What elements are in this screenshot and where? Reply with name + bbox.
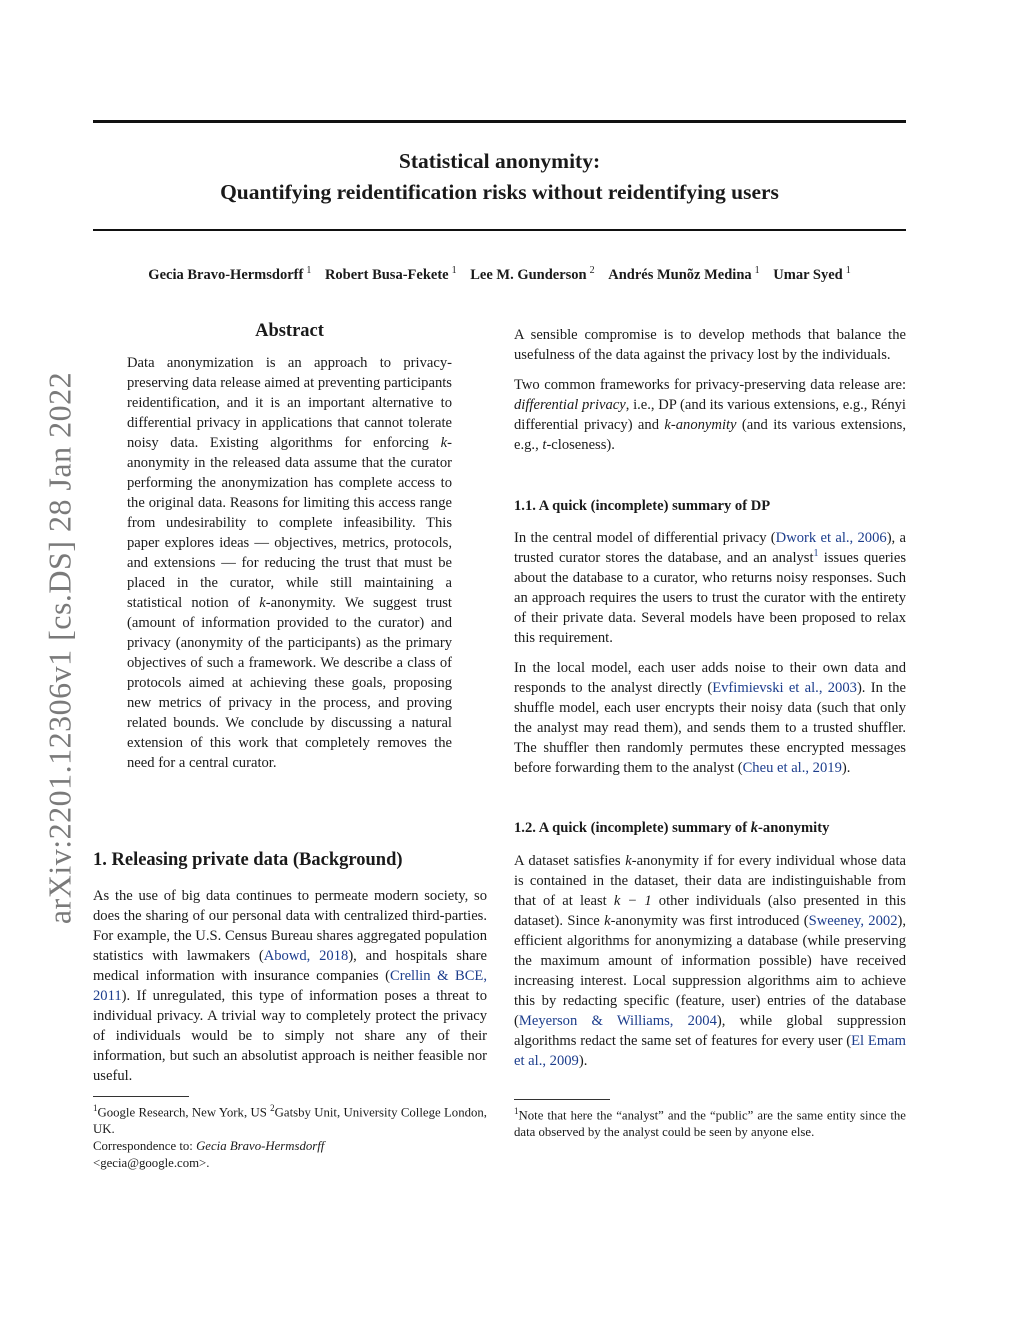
author-affiliation: 1	[451, 265, 457, 276]
author	[325, 267, 457, 283]
email-link[interactable]: <gecia@google.com>.	[93, 1156, 210, 1171]
author-name: Gecia Bravo-Hermsdorff	[148, 266, 304, 283]
author-name: Umar Syed	[773, 266, 843, 283]
math-k: k	[750, 820, 759, 836]
author-affiliation: 2	[589, 265, 595, 276]
author	[470, 267, 594, 283]
subsection-1-1-body	[514, 528, 906, 778]
citation-link[interactable]: El Emam et al., 2009	[514, 1033, 906, 1069]
section-1-body	[93, 886, 487, 1086]
arxiv-watermark[interactable]: arXiv:2201.12306v1 [cs.DS] 28 Jan 2022	[41, 371, 78, 925]
paragraph: In the central model of differential privacy (Dwork et al., 2006), a trusted curator stores the database, and an analyst$^1$ issues queries about the database to a curator, who returns noisy responses. Such an approach requires the users to trust the curator with the entirety of their private data. Several models have been proposed to relax this requirement.	[514, 530, 906, 646]
author-name: Robert Busa-Fekete	[324, 266, 449, 283]
title-line-1: Statistical anonymity:	[398, 149, 601, 173]
math-k: k	[604, 913, 611, 929]
author	[608, 267, 759, 283]
paragraph: A sensible compromise is to develop methods that balance the usefulness of the data against the privacy lost by the individuals.	[514, 327, 906, 363]
title-top-rule	[93, 120, 906, 123]
author-affiliation: 1	[306, 265, 312, 276]
author	[148, 267, 311, 283]
footnote-mark: 1	[93, 1103, 98, 1113]
abstract-paragraph: Data anonymization is an approach to privacy-preserving data release aimed at preventing participants reidentification, and it is an important alternative to differential privacy in applications that cannot tolerate noisy data. Existing algorithms for enforcing k-anonymity in the released data assume that the curator performing the anonymization has complete access to the original data. Reasons for limiting this access range from undesirability to complete infeasibility. This paper explores ideas — objectives, metrics, protocols, and extensions — for reducing the trust that must be placed in the curator, while still maintaining a statistical notion of k-anonymity. We suggest trust (amount of information provided to the curator) and privacy (anonymity of the participants) as the primary objectives of such a framework. We describe a class of protocols aimed at achieving these goals, proposing new metrics of privacy in the process, and proving related bounds. We conclude by discussing a natural extension of this work that completely removes the need for a central curator.	[127, 355, 452, 771]
corresponding-author: Gecia Bravo-Hermsdorff	[196, 1139, 325, 1154]
intro-continued	[514, 325, 906, 455]
subsection-1-2-heading: 1.2. A quick (incomplete) summary of k-anonymity	[514, 820, 830, 836]
footnote-mark: 1	[514, 1106, 519, 1116]
title-line-2: Quantifying reidentification risks without reidentifying users	[220, 180, 779, 204]
citation-link[interactable]: Cheu et al., 2019	[742, 760, 842, 776]
footnote-mark[interactable]: 1	[813, 548, 819, 560]
footnote-rule-left	[93, 1096, 189, 1097]
paper-title	[93, 146, 906, 208]
title-bottom-rule	[93, 229, 906, 231]
paragraph: A dataset satisfies k-anonymity if for every individual whose data is contained in the dataset, their data are indistinguishable from that of at least k − 1 other individuals (also presented in this dataset). Since k-anonymity was first introduced (Sweeney, 2002), efficient algorithms for anonymizing a database (while preserving the maximum amount of information possible) have received increasing interest. Local suppression algorithms aim to achieve this by redacting specific (feature, user) entries of the database (Meyerson & Williams, 2004), while global suppression algorithms redact the same set of features for every user (El Emam et al., 2009).	[514, 853, 907, 1069]
author-affiliation: 1	[754, 265, 760, 276]
citation-link[interactable]: Sweeney, 2002	[808, 913, 898, 929]
math-k: k	[259, 595, 266, 611]
citation-link[interactable]: Dwork et al., 2006	[775, 530, 887, 546]
analyst-footnote: $^1$Note that here the “analyst” and the “public” are the same entity since the data observed by the analyst could be seen by anyone else.	[514, 1106, 906, 1140]
section-1-paragraph: As the use of big data continues to permeate modern society, so does the sharing of our personal data with centralized third-parties. For example, the U.S. Census Bureau shares aggregated population statistics with lawmakers (Abowd, 2018), and hospitals share medical information with insurance companies (Crellin & BCE, 2011). If unregulated, this type of information poses a threat to individual privacy. A trivial way to completely protect the privacy of individuals would be to simply not share any of their information, but such an absolutist approach is neither feasible nor useful.	[93, 888, 487, 1084]
math-t: t	[542, 437, 547, 453]
paragraph: Two common frameworks for privacy-preserving data release are: differential privacy, i.e., DP (and its various extensions, e.g., Rényi differential privacy) and k-anonymity (and its various extensions, e.g., t-closeness).	[514, 377, 906, 453]
math-k: k	[440, 435, 448, 451]
affiliation-footnote: $^1$Google Research, New York, US $^2$Gatsby Unit, University College London, UK. Correspondence to: Gecia Bravo-Hermsdorff <gecia@google.com>.	[93, 1103, 487, 1171]
citation-link[interactable]: Evfimievski et al., 2003	[712, 680, 857, 696]
author-affiliation: 1	[845, 265, 851, 276]
footnote-mark: 2	[270, 1103, 275, 1113]
footnote-rule-right	[514, 1099, 610, 1100]
section-1-heading: 1. Releasing private data (Background)	[93, 850, 403, 870]
math-k: k	[625, 853, 632, 869]
math-k: k	[664, 417, 671, 433]
abstract-heading: Abstract	[255, 321, 324, 341]
author-list	[93, 265, 906, 284]
subsection-1-2-body	[514, 851, 906, 1071]
author-name: Andrés Munõz Medina	[608, 266, 752, 283]
subsection-1-1-heading: 1.1. A quick (incomplete) summary of DP	[514, 498, 771, 514]
author	[773, 267, 850, 283]
citation-link[interactable]: Meyerson & Williams, 2004	[518, 1013, 717, 1029]
citation-link[interactable]: Abowd, 2018	[263, 948, 349, 964]
abstract-body	[127, 353, 452, 773]
author-name: Lee M. Gunderson	[470, 266, 587, 283]
math-k-minus-1: k − 1	[613, 893, 652, 909]
paragraph: In the local model, each user adds noise to their own data and responds to the analyst directly (Evfimievski et al., 2003). In the shuffle model, each user encrypts their noisy data (such that only the analyst may read them), and sends them to a trusted shuffler. The shuffler then randomly permutes these encrypted messages before forwarding them to the analyst (Cheu et al., 2019).	[514, 660, 906, 776]
citation-link[interactable]: Crellin & BCE, 2011	[93, 968, 487, 1004]
